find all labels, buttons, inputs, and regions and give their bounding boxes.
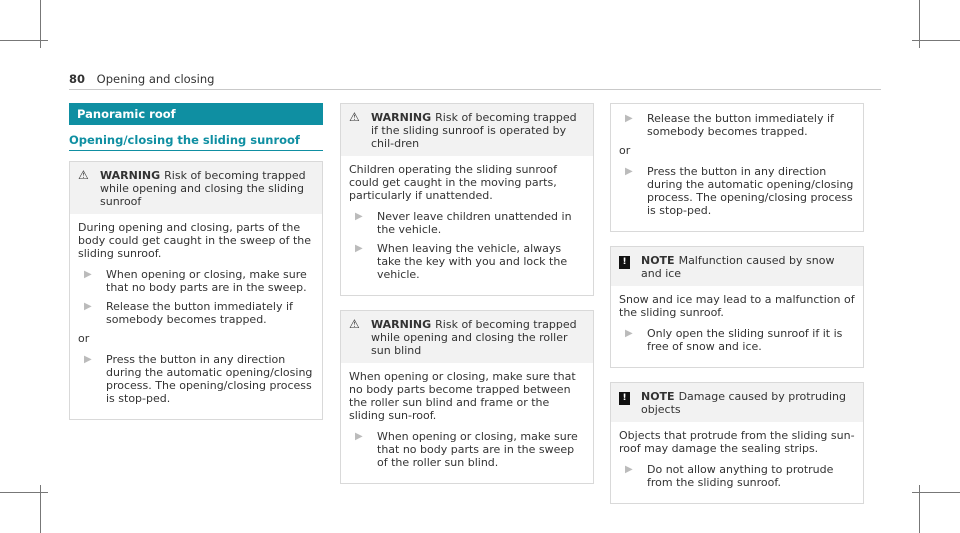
list-item bbox=[625, 463, 855, 489]
warning-text: Risk of becoming trapped while opening and closing the roller sun blind bbox=[371, 318, 577, 357]
note-box bbox=[610, 382, 864, 504]
step-text: Never leave children unattended in the vehicle. bbox=[377, 210, 572, 236]
warning-box bbox=[340, 310, 594, 484]
warning-head bbox=[70, 162, 322, 214]
list-item bbox=[355, 210, 585, 236]
crop-mark bbox=[912, 492, 960, 493]
section-title: Opening and closing bbox=[96, 72, 215, 86]
continued-box bbox=[610, 103, 864, 232]
list-item bbox=[625, 112, 855, 138]
step-text: Release the button immediately if somebody becomes trapped. bbox=[647, 112, 834, 138]
step-text: Do not allow anything to protrude from the sliding sunroof. bbox=[647, 463, 834, 489]
list-item bbox=[84, 353, 314, 405]
step-text: When opening or closing, make sure that no body parts are in the sweep. bbox=[106, 268, 307, 294]
note-body bbox=[611, 286, 863, 367]
step-text: Press the button in any direction during the automatic opening/closing process. The opening/closing process is stop-ped. bbox=[647, 165, 854, 217]
note-text: Damage caused by protruding objects bbox=[641, 390, 847, 416]
warning-body bbox=[70, 214, 322, 419]
warning-label: WARNING bbox=[100, 169, 161, 182]
notice-icon: ! bbox=[619, 256, 630, 269]
crop-mark bbox=[0, 492, 48, 493]
warning-paragraph: During opening and closing, parts of the body could get caught in the sweep of the sliding sunroof. bbox=[78, 221, 312, 260]
arrow-right-icon: ▶ bbox=[84, 269, 92, 280]
warning-text: Risk of becoming trapped while opening and closing the sliding sunroof bbox=[100, 169, 306, 208]
continued-body bbox=[611, 104, 863, 231]
warning-label: WARNING bbox=[371, 111, 432, 124]
arrow-right-icon: ▶ bbox=[84, 354, 92, 365]
notice-icon: ! bbox=[619, 392, 630, 405]
step-text: When opening or closing, make sure that no body parts are in the sweep of the roller sun blind. bbox=[377, 430, 578, 469]
column-1 bbox=[69, 103, 323, 434]
crop-mark bbox=[0, 40, 48, 41]
warning-body bbox=[341, 156, 593, 295]
list-item bbox=[625, 165, 855, 217]
section-band: Panoramic roof bbox=[69, 103, 323, 125]
note-head bbox=[611, 247, 863, 286]
arrow-right-icon: ▶ bbox=[355, 243, 363, 254]
warning-head bbox=[341, 311, 593, 363]
step-text: Only open the sliding sunroof if it is free of snow and ice. bbox=[647, 327, 843, 353]
note-body bbox=[611, 422, 863, 503]
warning-triangle-icon: ⚠ bbox=[349, 110, 360, 124]
crop-mark bbox=[912, 40, 960, 41]
warning-text: Risk of becoming trapped if the sliding sunroof is operated by chil-dren bbox=[371, 111, 577, 150]
page-number: 80 bbox=[69, 72, 86, 86]
warning-paragraph: Children operating the sliding sunroof could get caught in the moving parts, particularly if unattended. bbox=[349, 163, 557, 202]
step-text: When leaving the vehicle, always take the key with you and lock the vehicle. bbox=[377, 242, 568, 281]
note-head bbox=[611, 383, 863, 422]
warning-body bbox=[341, 363, 593, 483]
list-item bbox=[355, 242, 585, 281]
list-item bbox=[84, 268, 314, 294]
warning-box bbox=[69, 161, 323, 420]
warning-triangle-icon: ⚠ bbox=[78, 168, 89, 182]
warning-paragraph: When opening or closing, make sure that no body parts become trapped between the roller sun blind and frame or the sliding sun-roof. bbox=[349, 370, 576, 422]
header-divider bbox=[69, 89, 881, 90]
or-text: or bbox=[78, 332, 90, 345]
list-item bbox=[355, 430, 585, 469]
arrow-right-icon: ▶ bbox=[625, 464, 633, 475]
list-item bbox=[84, 300, 314, 326]
or-text: or bbox=[619, 144, 631, 157]
column-3 bbox=[610, 103, 864, 518]
arrow-right-icon: ▶ bbox=[625, 113, 633, 124]
step-text: Press the button in any direction during the automatic opening/closing process. The opening/closing process is stop-ped. bbox=[106, 353, 313, 405]
note-label: NOTE bbox=[641, 254, 675, 267]
warning-head bbox=[341, 104, 593, 156]
note-label: NOTE bbox=[641, 390, 675, 403]
warning-label: WARNING bbox=[371, 318, 432, 331]
arrow-right-icon: ▶ bbox=[84, 301, 92, 312]
note-box bbox=[610, 246, 864, 368]
arrow-right-icon: ▶ bbox=[355, 431, 363, 442]
arrow-right-icon: ▶ bbox=[355, 211, 363, 222]
note-paragraph: Objects that protrude from the sliding sun-roof may damage the sealing strips. bbox=[619, 429, 855, 455]
page-header bbox=[69, 72, 214, 86]
note-paragraph: Snow and ice may lead to a malfunction of the sliding sunroof. bbox=[619, 293, 855, 319]
arrow-right-icon: ▶ bbox=[625, 166, 633, 177]
column-2 bbox=[340, 103, 594, 498]
note-text: Malfunction caused by snow and ice bbox=[641, 254, 835, 280]
step-text: Release the button immediately if somebody becomes trapped. bbox=[106, 300, 293, 326]
list-item bbox=[625, 327, 855, 353]
warning-box bbox=[340, 103, 594, 296]
warning-triangle-icon: ⚠ bbox=[349, 317, 360, 331]
subheading: Opening/closing the sliding sunroof bbox=[69, 133, 323, 151]
arrow-right-icon: ▶ bbox=[625, 328, 633, 339]
